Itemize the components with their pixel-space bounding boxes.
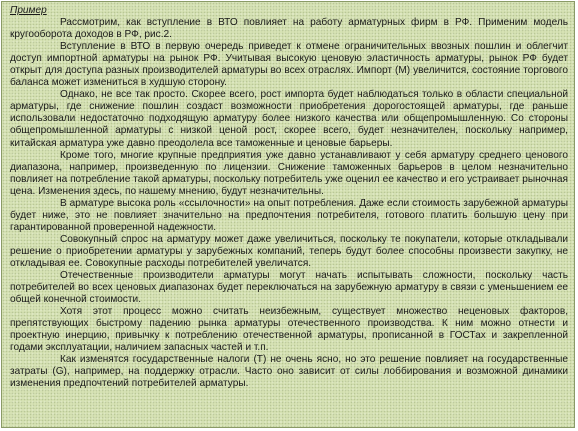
paragraph-7: Отечественные производители арматуры могут начать испытывать сложности, поскольку часть потребителей во всех ценовых диапазонах будет переключаться на зарубежную арматуру в связи с уменьшением ее общей конечной стоимости.: [10, 270, 568, 306]
paragraph-4: Кроме того, многие крупные предприятия уже давно устанавливают у себя арматуру среднего ценового диапазона, например, произведенную по лицензии. Снижение таможенных барьеров в целом незначительно повлияет на потребление такой арматуры, поскольку потребитель уже оценил ее качество и его устраивает рыночная цена. Изменения здесь, по нашему мнению, будут незначительны.: [10, 149, 568, 197]
paragraph-8: Хотя этот процесс можно считать неизбежным, существует множество неценовых факторов, препятствующих быстрому падению рынка арматуры отечественного производства. К ним можно отнести и проектную инерцию, привычку к потреблению отечественной арматуры, прописанной в ГОСТах и закрепленной годами эксплуатации, наличием запасных частей и т.п.: [10, 306, 568, 354]
paragraph-3: Однако, не все так просто. Скорее всего, рост импорта будет наблюдаться только в области специальной арматуры, где снижение пошлин создаст возможности приобретения дорогостоящей арматуры, где раньше использовали недостаточно подходящую арматуру более низкого качества или общепромышленную. Со стороны общепромышленной арматуры с низкой ценой рост, скорее всего, будет незначителен, поскольку например, китайская арматура уже давно преодолела все таможенные и ценовые барьеры.: [10, 89, 568, 149]
example-heading: Пример: [10, 5, 47, 16]
paragraph-1: Рассмотрим, как вступление в ВТО повлияет на работу арматурных фирм в РФ. Применим модель кругооборота доходов в РФ, рис.2.: [10, 17, 568, 41]
paragraph-9: Как изменятся государственные налоги (Т) не очень ясно, но это решение повлияет на государственные затраты (G), например, на поддержку отрасли. Часто оно зависит от силы лоббирования и возможной динамики изменения предпочтений потребителей арматуры.: [10, 354, 568, 390]
paragraph-2: Вступление в ВТО в первую очередь приведет к отмене ограничительных ввозных пошлин и облегчит доступ импортной арматуры на рынок РФ. Учитывая высокую ценовую эластичность арматуры, рынок РФ будет открыт для доступа разных производителей арматуры во всех отраслях. Импорт (М) увеличится, состояние торгового баланса может измениться в худшую сторону.: [10, 41, 568, 89]
paragraph-6: Совокупный спрос на арматуру может даже увеличиться, поскольку те покупатели, которые откладывали решение о приобретении арматуры у зарубежных компаний, теперь будут более способны произвести закупку, не откладывая ее. Совокупные расходы потребителей увеличатся.: [10, 233, 568, 269]
example-text-box: [1, 1, 575, 428]
paragraph-5: В арматуре высока роль «ссылочности» на опыт потребления. Даже если стоимость зарубежной арматуры будет ниже, это не повлияет значительно на предпочтения потребителя, готового платить большую цену при гарантированной проверенной надежности.: [10, 197, 568, 233]
